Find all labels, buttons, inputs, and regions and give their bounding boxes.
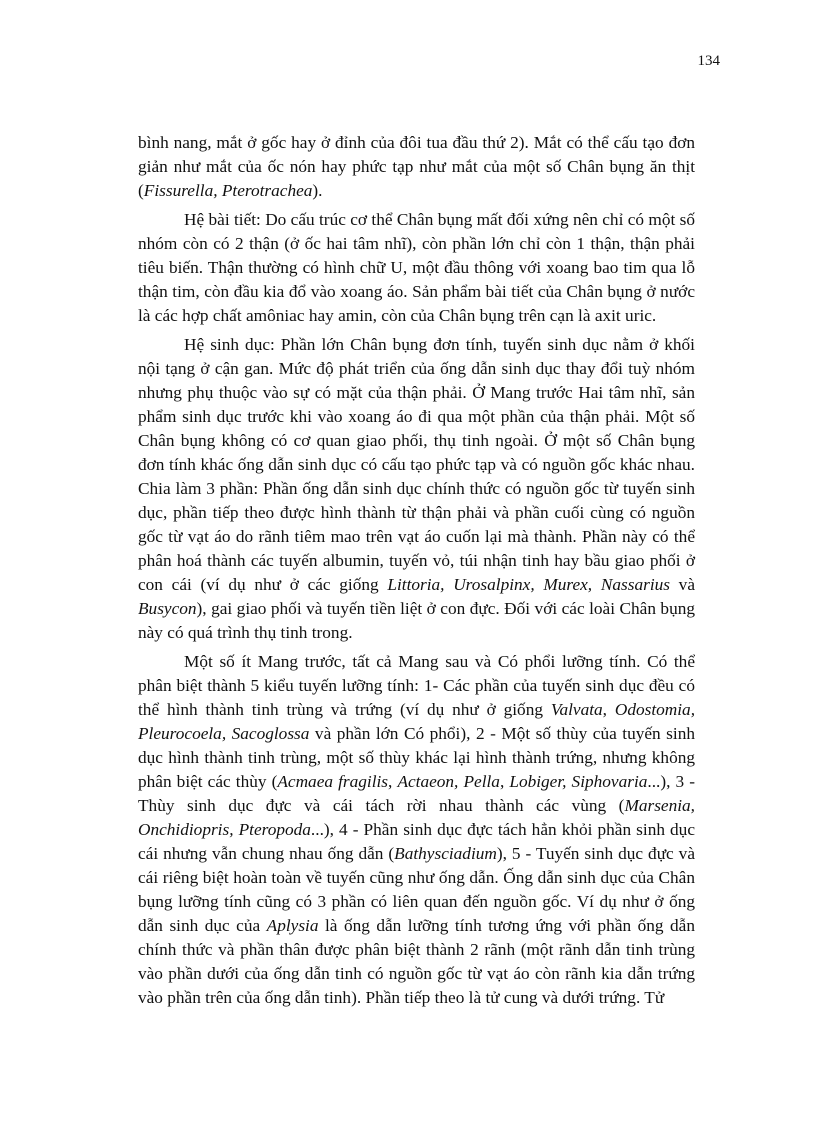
italic-text-run: Valvata	[550, 700, 603, 719]
italic-text-run: Marsenia, Onchidiopris, Pteropoda	[138, 796, 695, 839]
paragraph	[138, 208, 695, 328]
italic-text-run: Bathysciadium	[394, 844, 497, 863]
text-run: ...), 3 - Thùy sinh dục đực và cái tách rời nhau thành các vùng (	[138, 772, 696, 815]
text-run: và phần lớn Có phổi), 2 - Một số thùy của tuyến sinh dục hình thành tinh trùng, một số thùy khác lại hình thành trứng, nhưng không phân biệt các thùy (	[138, 724, 695, 791]
page-number: 134	[697, 53, 720, 69]
paragraph	[138, 131, 695, 203]
text-run: ), gai giao phối và tuyến tiền liệt ở con đực. Đối với các loài Chân bụng này có quá trình thụ tinh trong.	[138, 599, 695, 642]
text-run: bình nang, mắt ở gốc hay ở đỉnh của đôi tua đầu thứ 2). Mắt có thể cấu tạo đơn giản như mắt của ốc nón hay phức tạp như mắt của một số Chân bụng ăn thịt (	[138, 133, 695, 200]
text-run: ,	[602, 700, 615, 719]
text-run: ...), 4 - Phần sinh dục đực tách hẳn khỏi phần sinh dục cái nhưng vẫn chung nhau ống dẫn (	[138, 820, 695, 863]
italic-text-run: Aplysia	[266, 916, 319, 935]
italic-text-run: Busycon	[138, 599, 197, 618]
page-body	[138, 131, 695, 1015]
paragraph	[138, 650, 695, 1010]
paragraph	[138, 333, 695, 645]
text-run: ,	[499, 772, 510, 791]
italic-text-run: Lobiger, Siphovaria	[509, 772, 648, 791]
text-run: ), 5 - Tuyến sinh dục đực và cái riêng biệt hoàn toàn về tuyến cũng như ống dẫn. Ống dẫn sinh dục của Chân bụng lưỡng tính cũng có 3 phần có liên quan đến nguồn gốc. Ví dụ như ở ống dẫn sinh dục của	[138, 844, 695, 935]
text-run: Hệ sinh dục: Phần lớn Chân bụng đơn tính, tuyến sinh dục nằm ở khối nội tạng ở cận gan. Mức độ phát triển của ống dẫn sinh dục thay đổi tuỳ nhóm nhưng phụ thuộc vào sự có mặt của thận phải. Ở Mang trước Hai tâm nhĩ, sản phẩm sinh dục trước khi vào xoang áo đi qua một phần của thận phải. Một số Chân bụng không có cơ quan giao phối, thụ tinh ngoài. Ở một số Chân bụng đơn tính khác ống dẫn sinh dục có cấu tạo phức tạp và có nguồn gốc khác nhau. Chia làm 3 phần: Phần ống dẫn sinh dục chính thức có nguồn gốc từ tuyến sinh dục, phần tiếp theo được hình thành từ thận phải và phần cuối cùng có nguồn gốc từ vạt áo do rãnh tiêm mao trên vạt áo cuốn lại mà thành. Phần này có thể phân hoá thành các tuyến albumin, tuyến vỏ, túi nhận tinh hay bầu giao phối ở con cái (ví dụ như ở các giống	[138, 335, 695, 594]
text-run: Hệ bài tiết: Do cấu trúc cơ thể Chân bụng mất đối xứng nên chỉ có một số nhóm còn có 2 thận (ở ốc hai tâm nhĩ), còn phần lớn chỉ còn 1 thận, thận phải tiêu biến. Thận thường có hình chữ U, một đầu thông với xoang bao tim qua lỗ thận tim, còn đầu kia đổ vào xoang áo. Sản phẩm bài tiết của Chân bụng ở nước là các hợp chất amôniac hay amin, còn của Chân bụng trên cạn là axit uric.	[138, 210, 695, 325]
italic-text-run: Littoria, Urosalpinx, Murex, Nassarius	[387, 575, 670, 594]
italic-text-run: Fissurella, Pterotrachea	[143, 181, 313, 200]
text-run: ,	[388, 772, 398, 791]
text-run: ).	[312, 181, 323, 200]
text-run: và	[669, 575, 695, 594]
italic-text-run: Acmaea fragilis	[277, 772, 389, 791]
text-run: Một số ít Mang trước, tất cả Mang sau và Có phổi lưỡng tính. Có thể phân biệt thành 5 kiểu tuyến lưỡng tính: 1- Các phần của tuyến sinh dục đều có thể hình thành tinh trùng và trứng (ví dụ như ở giống	[138, 652, 695, 719]
italic-text-run: Actaeon, Pella	[397, 772, 500, 791]
italic-text-run: Odostomia, Pleurocoela, Sacoglossa	[138, 700, 696, 743]
text-run: là ống dẫn lưỡng tính tương ứng với phần ống dẫn chính thức và phần thân được phân biệt thành 2 rãnh (một rãnh dẫn tinh trùng vào phần dưới của ống dẫn tinh có nguồn gốc từ vạt áo còn rãnh kia dẫn trứng vào phần trên của ống dẫn tinh). Phần tiếp theo là tử cung và dưới trứng. Tử	[138, 916, 695, 1007]
